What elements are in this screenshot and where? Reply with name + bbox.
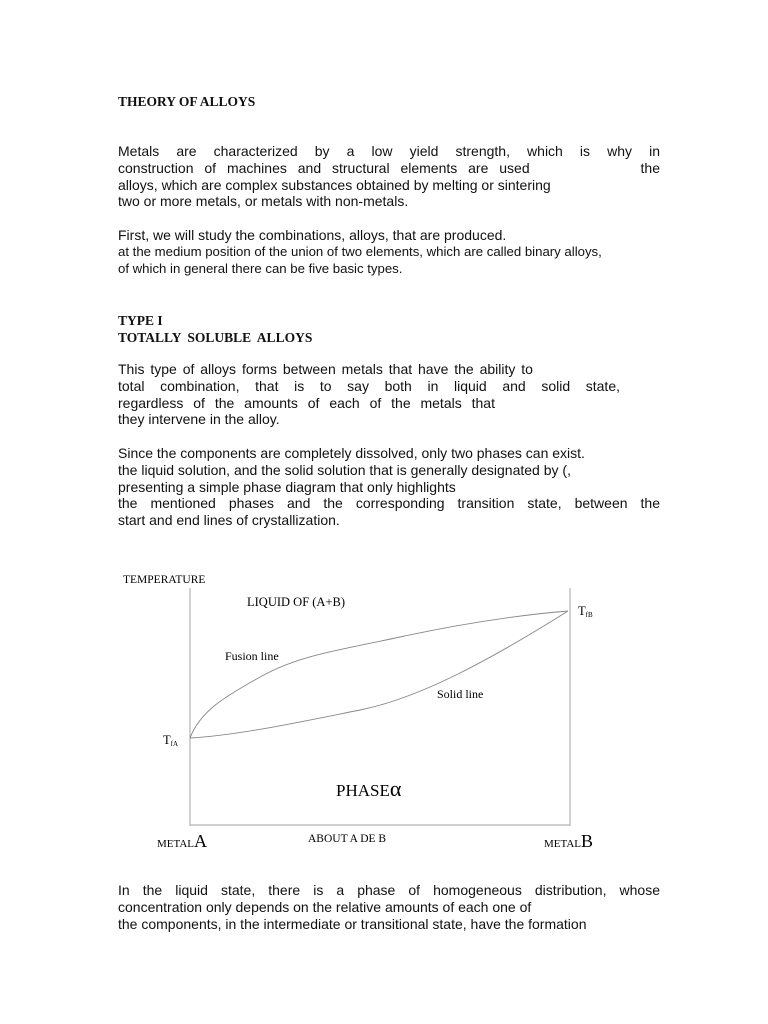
phases-line: presenting a simple phase diagram that only highlights [118, 478, 456, 495]
type-desc-line: regardless of the amounts of each of the metals that [118, 394, 495, 411]
liquid-line: In the liquid state, there is a phase of homogeneous distribution, whose [118, 882, 660, 898]
first-line: First, we will study the combinations, alloys, that are produced. [118, 227, 507, 243]
intro-line-text: construction of machines and structural elements are used [118, 159, 530, 176]
fusion-line-label: Fusion line [225, 649, 279, 663]
metal-b-letter: B [581, 831, 594, 851]
liquid-region-label: LIQUID OF (A+B) [247, 595, 346, 609]
tfa-sub: fA [170, 740, 179, 748]
first-line: at the medium position of the union of two elements, which are called binary alloys, [118, 243, 602, 259]
phases-line: start and end lines of crystallization. [118, 512, 340, 529]
type-desc-line: they intervene in the alloy. [118, 411, 280, 428]
phases-line: the liquid solution, and the solid solution that is generally designated by (, [118, 461, 571, 478]
type-heading-name: TOTALLY SOLUBLE ALLOYS [118, 330, 313, 345]
x-axis-label: ABOUT A DE B [308, 833, 387, 845]
solid-line-label: Solid line [437, 687, 484, 701]
first-line: of which in general there can be five basic types. [118, 260, 403, 276]
metal-a-letter: A [194, 831, 208, 851]
type-desc-line: This type of alloys forms between metals that have the ability to [118, 361, 533, 377]
alpha-symbol: α [389, 776, 402, 801]
metal-b-label [544, 831, 593, 851]
tfa-label [163, 733, 178, 748]
solid-line-curve [190, 611, 568, 738]
document-title: THEORY OF ALLOYS [118, 94, 256, 109]
type-desc-line: total combination, that is to say both in liquid and solid state, [118, 377, 620, 394]
phase-alpha-label [336, 776, 402, 801]
liquid-line: the components, in the intermediate or transitional state, have the formation [118, 915, 587, 932]
temperature-axis-label: TEMPERATURE [123, 574, 206, 586]
tfb-label [578, 604, 593, 619]
liquid-state-paragraph [118, 882, 660, 932]
phase-label-text: PHASE [336, 781, 390, 800]
fusion-line-curve [190, 611, 568, 738]
metal-b-prefix: METAL [544, 838, 582, 850]
type-heading-number: TYPE I [118, 313, 163, 328]
tfb-main: T [578, 604, 586, 618]
tfb-sub: fB [585, 611, 593, 619]
tfa-main: T [163, 733, 171, 747]
liquid-line: concentration only depends on the relative amounts of each one of [118, 898, 532, 915]
intro-line: alloys, which are complex substances obtained by melting or sintering [118, 176, 551, 193]
metal-a-prefix: METAL [157, 838, 195, 850]
intro-line: two or more metals, or metals with non-metals. [118, 193, 409, 210]
intro-line: Metals are characterized by a low yield strength, which is why in [118, 143, 660, 159]
intro-line-tail: the [640, 159, 660, 176]
phases-line: Since the components are completely dissolved, only two phases can exist. [118, 445, 585, 461]
metal-a-label [157, 831, 207, 851]
phases-line: the mentioned phases and the corresponding transition state, between the [118, 495, 660, 512]
